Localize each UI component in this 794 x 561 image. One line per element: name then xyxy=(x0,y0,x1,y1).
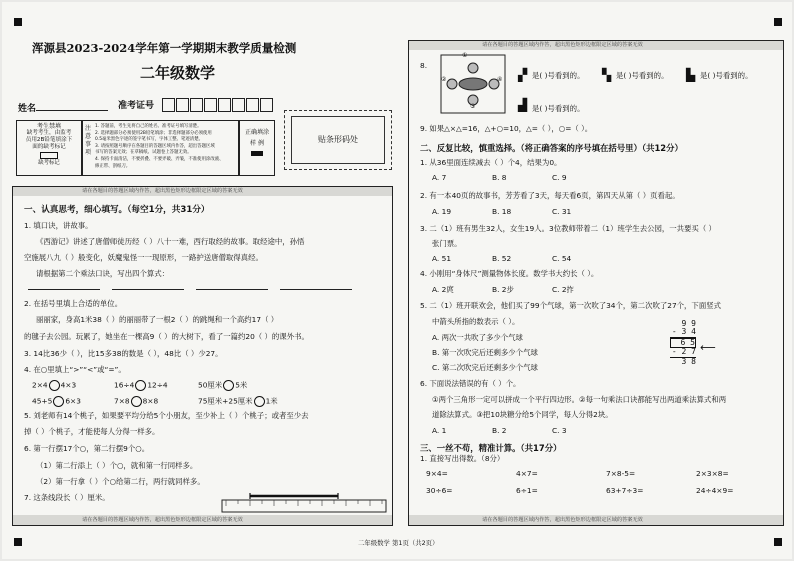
option-b[interactable]: B. 第一次吹完后还剩多少个气球 xyxy=(432,348,538,357)
vertical-row: 9 9 xyxy=(681,319,696,328)
compare-circle[interactable] xyxy=(53,396,64,407)
calc-item: 6÷1= xyxy=(516,486,538,495)
vertical-calculation xyxy=(670,320,696,366)
vertical-row: - 3 4 xyxy=(671,327,696,337)
question-1-1: 1. 填口诀，讲故事。 xyxy=(24,221,93,230)
calc-item: 4×7= xyxy=(516,469,538,478)
option-c[interactable]: C. 3 xyxy=(552,426,567,435)
view-icon-4: ▟ xyxy=(518,98,528,112)
question-1-1-text: 《西游记》讲述了唐僧师徒历经（ ）八十一难，西行取经的故事。取经途中，孙悟 xyxy=(36,237,305,246)
view-answer-1: 是( )号看到的。 xyxy=(532,71,585,80)
question-2-6-text: 道除法算式。③把10块糖分给5个同学，每人分得2块。 xyxy=(432,410,613,419)
compare-item: 16÷4 12÷4 xyxy=(114,380,168,390)
question-8: 8. xyxy=(420,61,428,70)
area-notice-bottom-left: 请在各题目的答题区域内作答，超出黑色矩形边框限定区域的答案无效 xyxy=(82,517,243,523)
option-b[interactable]: B. 2步 xyxy=(492,285,514,294)
area-notice-top-left: 请在各题目的答题区域内作答，超出黑色矩形边框限定区域的答案无效 xyxy=(82,188,243,194)
question-1-2: 2. 在括号里填上合适的单位。 xyxy=(24,299,123,308)
alignment-mark xyxy=(14,18,22,26)
question-2-5: 5. 二（1）班开联欢会，他们买了99个气球，第一次吹了34个，第二次吹了27个，下面竖式 xyxy=(420,301,721,310)
compare-circle[interactable] xyxy=(135,380,146,391)
question-1-4: 4. 在○里填上“>”“<”或“=”。 xyxy=(24,365,126,374)
question-1-5: 5. 刘老师有14个桃子，如果要平均分给5个小朋友，至少补上（ ）个桃子；或者至少去 xyxy=(24,411,309,420)
arrow-left-icon: ⟵ xyxy=(700,341,716,354)
question-1-2-text: 丽丽家，身高1米38（ ）的丽丽带了一根2（ ）的跳绳和一个高约17（ ） xyxy=(36,315,279,324)
question-9: 9. 如果△×△=16，△+○=10，△=（ ），○=（ ）。 xyxy=(420,124,593,133)
name-label: 姓名 xyxy=(18,104,37,114)
question-1-7: 7. 这条线段长（ ）厘米。 xyxy=(24,493,110,502)
formula-answer-lines[interactable] xyxy=(28,282,352,293)
barcode-area xyxy=(284,110,392,170)
section1-heading: 一、认真思考，细心填写。（每空1分，共31分） xyxy=(24,205,210,215)
compare-item: 2×4 4×3 xyxy=(32,380,77,390)
filled-sample-mark xyxy=(251,151,263,156)
section3-subheading: 1. 直接写出得数。（8分） xyxy=(420,454,505,463)
compare-circle[interactable] xyxy=(254,396,265,407)
page-footer: 二年级数学 第1页（共2页） xyxy=(358,539,439,547)
barcode-label: 贴条形码处 xyxy=(291,116,385,164)
question-1-1-text: 空施展八九（ ）般变化，妖魔鬼怪一一现原形，一路护送唐僧取得真经。 xyxy=(24,253,263,262)
question-1-3: 3. 14比36少（ ），比15多38的数是（ ），48比（ ）少27。 xyxy=(24,349,223,358)
calc-item: 2×3×8= xyxy=(696,469,729,478)
view-icon-3: ▙ xyxy=(686,68,696,82)
question-1-5-text: 掉（ ）个桃子，才能使每人分得一样多。 xyxy=(24,427,160,436)
alignment-mark xyxy=(774,18,782,26)
calc-item: 63+7÷3= xyxy=(606,486,644,495)
exam-number-label: 准考证号 xyxy=(118,101,155,111)
area-notice-top-right: 请在各题目的答题区域内作答，超出黑色矩形边框限定区域的答案无效 xyxy=(482,42,643,48)
compare-item: 7×8 8×8 xyxy=(114,396,159,406)
fill-example-box xyxy=(239,120,275,176)
question-2-5-text: 中箭头所指的数表示（ ）。 xyxy=(432,317,520,326)
option-b[interactable]: B. 2 xyxy=(492,426,507,435)
ruler-image xyxy=(220,486,390,514)
calc-item: 9×4= xyxy=(426,469,448,478)
view-answer-2: 是( )号看到的。 xyxy=(616,71,669,80)
option-c[interactable]: C. 2拃 xyxy=(552,285,574,294)
compare-item: 50厘米 5米 xyxy=(198,380,248,390)
calc-item: 7×8-5= xyxy=(606,469,636,478)
view-answer-3: 是( )号看到的。 xyxy=(700,71,753,80)
option-a[interactable]: A. 1 xyxy=(432,426,447,435)
alignment-mark xyxy=(14,538,22,546)
exam-number-boxes[interactable] xyxy=(162,98,274,112)
notice-line: 书写的答案无效；在草稿纸、试题卷上答题无效。 xyxy=(95,150,192,156)
alignment-mark xyxy=(774,538,782,546)
exam-title: 浑源县2023-2024学年第一学期期末教学质量检测 xyxy=(32,41,297,55)
fill-example-label: 样 例 xyxy=(250,140,264,148)
question-2-6-text: ①两个三角形一定可以拼成一个平行四边形。②每一句乘法口诀都能写出两道乘法算式和两 xyxy=(432,395,727,404)
view-icon-1: ▞ xyxy=(518,68,528,82)
absent-mark-label: 缺考标记 xyxy=(38,160,60,167)
notice-label: 注 意 事 项 xyxy=(85,125,92,157)
seat-number-3: ③ xyxy=(470,103,476,110)
compare-item: 45+5 6×3 xyxy=(32,396,81,406)
option-a[interactable]: A. 2庹 xyxy=(432,285,454,294)
question-1-6-b: （2）第一行拿（ ）个○给第二行，两行就同样多。 xyxy=(36,477,205,486)
question-2-2: 2. 有一本40页的故事书，芳芳看了3天，每天看6页，第四天从第（ ）页看起。 xyxy=(420,191,680,200)
vertical-row: - 2 7 xyxy=(671,347,696,357)
option-b[interactable]: B. 18 xyxy=(492,207,512,216)
seat-number-1: ① xyxy=(462,52,468,59)
exam-sheet xyxy=(2,2,792,559)
section3-heading: 三、一丝不苟，精准计算。（共17分） xyxy=(420,443,562,453)
student-box-heading: 考生禁填 xyxy=(36,123,61,130)
question-1-1-text: 请根据第二个乘法口诀，写出四个算式： xyxy=(36,269,170,278)
notice-line: 2. 选择题部分必须使用2B铅笔填涂；非选择题部分必须使用 xyxy=(95,130,212,136)
option-c[interactable]: C. 第二次吹完后还剩多少个气球 xyxy=(432,363,538,372)
student-box-line: 员用2B铅笔填涂下 xyxy=(25,136,73,143)
vertical-row: 3 8 xyxy=(681,356,696,366)
question-2-1: 1. 从36里面连续减去（ ）个4，结果为0。 xyxy=(420,158,562,167)
seat-number-4: ④ xyxy=(497,76,503,83)
student-box-line: 缺考考生，由监考 xyxy=(26,130,72,137)
calc-item: 24÷4×9= xyxy=(696,486,734,495)
seat-number-2: ② xyxy=(441,76,447,83)
calc-item: 30÷6= xyxy=(426,486,453,495)
question-2-3-text: 张门票。 xyxy=(432,239,462,248)
option-a[interactable]: A. 7 xyxy=(432,173,447,182)
view-icon-2: ▚ xyxy=(602,68,612,82)
compare-item: 75厘米+25厘米 1米 xyxy=(198,396,278,406)
option-a[interactable]: A. 19 xyxy=(432,207,452,216)
question-2-6: 6. 下面说法错误的有（ ）个。 xyxy=(420,379,521,388)
fill-example-label: 正确填涂 xyxy=(244,129,269,136)
notice-line: 修正带、刮纸刀。 xyxy=(95,163,131,169)
section2-heading: 二、反复比较，慎重选择。（将正确答案的序号填在括号里）（共12分） xyxy=(420,143,683,153)
compare-circle[interactable] xyxy=(131,396,142,407)
view-answer-4: 是( )号看到的。 xyxy=(532,104,585,113)
option-a[interactable]: A. 两次一共吹了多少个气球 xyxy=(432,333,523,342)
question-2-4: 4. 小刚用“身体尺”测量物体长度。数学书大约长（ ）。 xyxy=(420,269,599,278)
option-c[interactable]: C. 54 xyxy=(552,254,572,263)
question-1-6: 6. 第一行摆17个○，第二行摆9个○。 xyxy=(24,444,150,453)
exam-subject: 二年级数学 xyxy=(140,64,216,82)
option-b[interactable]: B. 8 xyxy=(492,173,507,182)
option-c[interactable]: C. 31 xyxy=(552,207,572,216)
question-1-6-a: （1）第二行添上（ ）个○，就和第一行同样多。 xyxy=(36,461,198,470)
name-field[interactable] xyxy=(36,101,108,111)
notice-line: 4. 保持卡面清洁，不要折叠、不要弄破、弄皱，不准使用涂改液、 xyxy=(95,157,224,163)
absent-mark-box[interactable] xyxy=(40,152,58,159)
notice-line: 0.5毫米黑色字迹的签字笔书写，字体工整、笔迹清楚。 xyxy=(95,137,203,143)
student-absent-box xyxy=(16,120,82,176)
compare-circle[interactable] xyxy=(223,380,234,391)
question-2-3: 3. 二（1）班有男生32人，女生19人。3位教师带着二（1）班学生去公园，一共要买（ ） xyxy=(420,224,716,233)
notice-line: 1. 答题前，考生先将自己的姓名、准考证号填写清楚。 xyxy=(95,124,202,129)
vertical-highlight-row: 6 5 xyxy=(670,338,696,348)
notice-line: 3. 请按照题号顺序在各题目的答题区域内作答，超出答题区域 xyxy=(95,143,215,149)
compare-circle[interactable] xyxy=(49,380,60,391)
student-box-line: 面的缺考标记 xyxy=(32,143,66,150)
option-b[interactable]: B. 52 xyxy=(492,254,512,263)
area-notice-bottom-right: 请在各题目的答题区域内作答，超出黑色矩形边框限定区域的答案无效 xyxy=(482,517,643,523)
option-c[interactable]: C. 9 xyxy=(552,173,567,182)
question-1-2-text: 的毽子去公园。玩累了，她坐在一棵高9（ ）的大树下，看了一篇约20（ ）的课外书。 xyxy=(24,332,309,341)
notice-box xyxy=(82,120,239,176)
option-a[interactable]: A. 51 xyxy=(432,254,452,263)
